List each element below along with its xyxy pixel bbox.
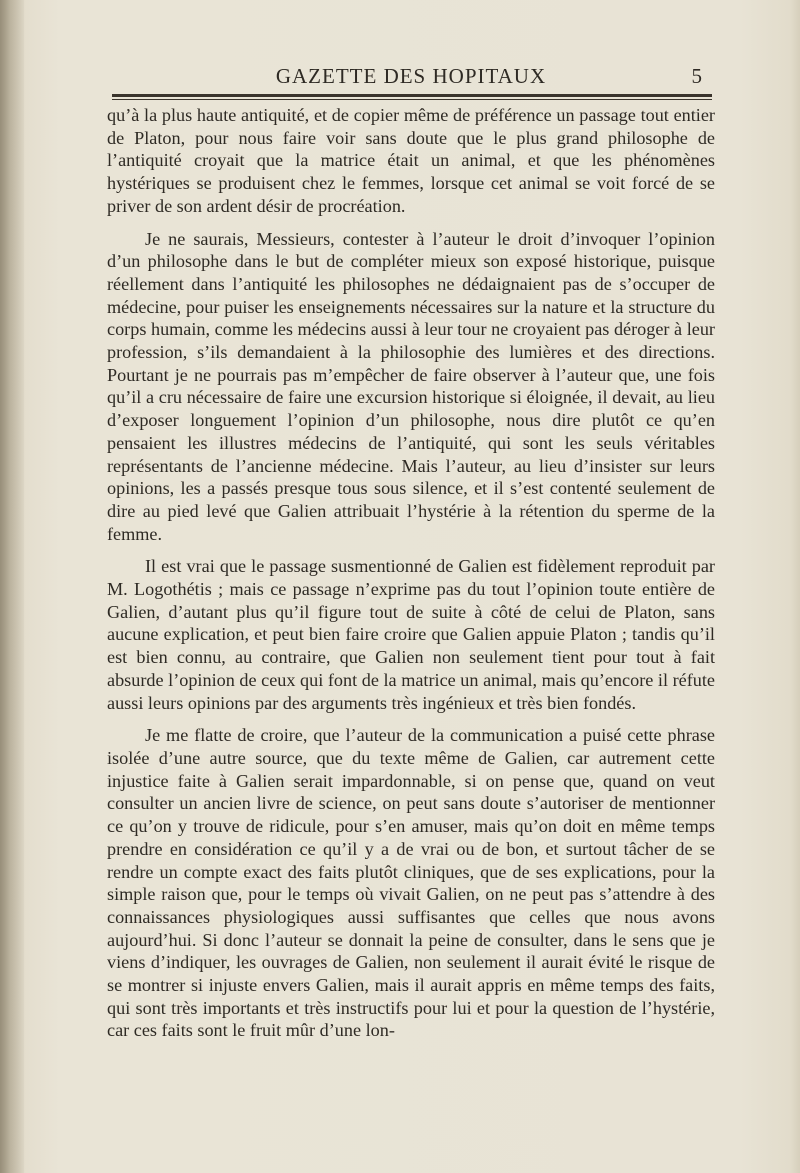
header-rule-thin xyxy=(112,99,712,100)
running-header xyxy=(110,62,712,92)
page-number: 5 xyxy=(691,64,702,88)
paragraph-continuation: qu’à la plus haute antiquité, et de copier même de préférence un passage tout entier de Platon, pour nous faire voir sans doute que le plus grand philosophe de l’antiquité croyait que la matrice était un animal, et que les phénomènes hystériques se produisent chez le femmes, lorsque cet animal se voit forcé de se priver de son ardent désir de procréation. xyxy=(107,105,715,216)
header-rule-thick xyxy=(112,94,712,97)
page-binding-shadow xyxy=(0,0,24,1173)
journal-title: GAZETTE DES HOPITAUX xyxy=(275,64,547,88)
paragraph: Il est vrai que le passage susmentionné de Galien est fidèlement reproduit par M. Logothétis ; mais ce passage n’exprime pas du tout l’opinion toute entière de Galien, d’autant plus qu’il figure tout de suite à côté de celui de Platon, sans aucune explication, et peut bien faire croire que Galien appuie Platon ; tandis qu’il est bien connu, au contraire, que Galien non seulement tient pour tout à fait absurde l’opinion de ceux qui font de la matrice un animal, mais qu’encore il réfute aussi leurs opinions par des arguments très ingénieux et très bien fondés. xyxy=(107,556,715,713)
paragraph: Je ne saurais, Messieurs, contester à l’auteur le droit d’invoquer l’opinion d’un philosophe dans le but de compléter mieux son exposé historique, puisque réellement dans l’antiquité les philosophes ne dédaignaient pas de s’occuper de médecine, pour puiser les enseignements nécessaires sur la nature et la structure du corps humain, comme les médecins aussi à leur tour ne croyaient pas déroger à leur profession, s’ils demandaient à la philosophie des lumières et des directions. Pourtant je ne pourrais pas m’empêcher de faire observer à l’auteur que, une fois qu’il a cru nécessaire de faire une excursion historique si éloignée, il devait, au lieu d’exposer longuement l’opinion d’un philosophe, nous dire plutôt ce qu’en pensaient les illustres médecins de l’antiquité, qui sont les seuls véritables représentants de l’ancienne médecine. Mais l’auteur, au lieu d’insister sur leurs opinions, les a passés presque tous sous silence, et il s’est contenté seulement de dire au pied levé que Galien attribuait l’hystérie à la rétention du sperme de la femme. xyxy=(107,228,715,544)
article-body xyxy=(107,104,715,1052)
paragraph: Je me flatte de croire, que l’auteur de la communication a puisé cette phrase isolée d’une autre source, que du texte même de Galien, car autrement cette injustice faite à Galien serait impardonnable, si on pense que, quand on veut consulter un ancien livre de science, on peut sans doute s’autoriser de mentionner ce qu’on y trouve de ridicule, pour s’en amuser, mais qu’on doit en même temps prendre en considération ce qu’il y a de vrai ou de bon, et surtout tâcher de se rendre un compte exact des faits plutôt cliniques, que de ses explications, pour la simple raison que, pour le temps où vivait Galien, on ne peut pas s’attendre à des connaissances physiologiques aussi suffisantes que celles que nous avons aujourd’hui. Si donc l’auteur se donnait la peine de consulter, dans le sens que je viens d’indiquer, les ouvrages de Galien, non seulement il aurait évité le risque de se montrer si injuste envers Galien, mais il aurait appris en même temps des faits, qui sont très importants et très instructifs pour lui et pour la question de l’hystérie, car ces faits sont le fruit mûr d’une lon- xyxy=(107,725,715,1041)
